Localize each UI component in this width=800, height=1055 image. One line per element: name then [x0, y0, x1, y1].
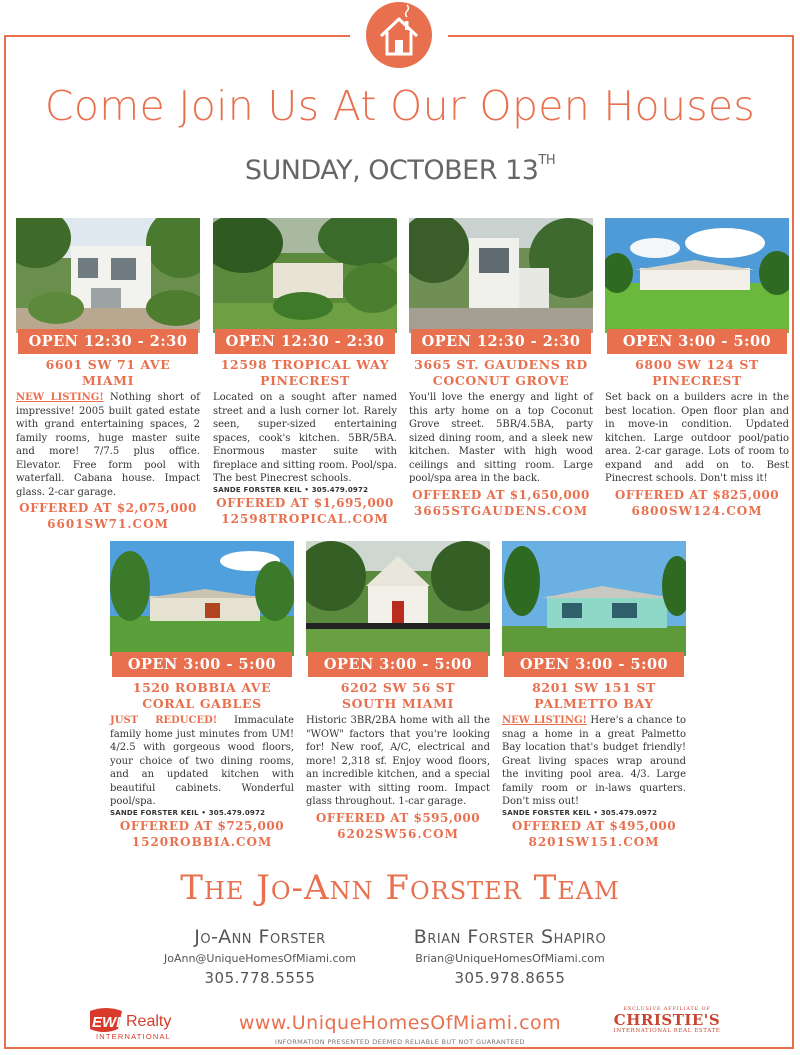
- agent-name: Jo-Ann Forster: [194, 926, 326, 948]
- house-photo: [110, 541, 294, 656]
- house-photo: [605, 218, 789, 333]
- listing-street: 8201 SW 151 ST: [532, 680, 656, 695]
- agent-name: Brian Forster Shapiro: [413, 926, 607, 948]
- agent-contact: SANDE FORSTER KEIL • 305.479.0972: [110, 808, 266, 817]
- listing-street: 6202 SW 56 ST: [340, 680, 456, 695]
- listing-card[interactable]: [605, 218, 789, 520]
- disclaimer: INFORMATION PRESENTED DEEMED RELIABLE BUT NOT GUARANTEED: [275, 1038, 525, 1046]
- listing-website-link[interactable]: 1520ROBBIA.COM: [131, 834, 273, 849]
- listing-price: OFFERED AT $1,695,000: [216, 495, 394, 510]
- open-time-banner: OPEN 3:00 - 5:00: [504, 652, 684, 677]
- listing-description: Located on a sought after named street and a lush corner lot. Rarely seen, super-sized entertaining spaces, cook's kitchen. 5BR/5BA. Enormous master suite with fireplace and sitting room. Pool/spa. The best Pinecrest schools.: [213, 392, 397, 484]
- listing-description: NEW LISTING! Here's a chance to snag a home in a great Palmetto Bay location that's budget friendly! Great living spaces wrap around the inviting pool area. 4/3. Large family room or in-laws quarters. Don't miss out!: [502, 715, 686, 807]
- agent-email-link[interactable]: JoAnn@UniqueHomesOfMiami.com: [163, 952, 357, 965]
- listing-price: OFFERED AT $595,000: [315, 810, 481, 825]
- listing-website-link[interactable]: 6202SW56.COM: [337, 826, 459, 841]
- open-time-banner: OPEN 12:30 - 2:30: [18, 329, 198, 354]
- agent-email-link[interactable]: Brian@UniqueHomesOfMiami.com: [415, 952, 605, 965]
- svg-text:INTERNATIONAL: INTERNATIONAL: [96, 1032, 172, 1041]
- agent-phone: 305.778.5555: [204, 969, 316, 987]
- listing-city: PALMETTO BAY: [534, 696, 654, 711]
- open-time-banner: OPEN 3:00 - 5:00: [112, 652, 292, 677]
- listing-description: Historic 3BR/2BA home with all the "WOW" factors that you're looking for! New roof, A/C, electrical and more! 2,318 sf. Enjoy wood floors, an incredible kitchen, and a special master with sitting room. Impact glass throughout. 1-car garage.: [306, 715, 490, 807]
- house-photo: [502, 541, 686, 656]
- listing-website-link[interactable]: 6800SW124.COM: [631, 503, 763, 518]
- agent-block: [375, 926, 645, 987]
- listing-street: 3665 ST. GAUDENS RD: [414, 357, 588, 372]
- open-time-banner: OPEN 3:00 - 5:00: [308, 652, 488, 677]
- listing-price: OFFERED AT $725,000: [119, 818, 285, 833]
- listing-card[interactable]: [110, 541, 294, 851]
- listing-city: PINECREST: [260, 373, 350, 388]
- listing-street: 6800 SW 124 ST: [635, 357, 759, 372]
- svg-text:EWM: EWM: [92, 1014, 129, 1031]
- listing-city: SOUTH MIAMI: [342, 696, 454, 711]
- agent-contact: SANDE FORSTER KEIL • 305.479.0972: [502, 808, 658, 817]
- listing-description: You'll love the energy and light of this arty home on a top Coconut Grove street. 5BR/4.5BA, party sized dining room, and a sleek new kitchen. Master with high wood ceilings and sitting room. Large pool/spa area in the back.: [409, 392, 593, 484]
- house-photo: [409, 218, 593, 333]
- listing-street: 1520 ROBBIA AVE: [132, 680, 272, 695]
- listing-city: PINECREST: [652, 373, 742, 388]
- listing-card[interactable]: [16, 218, 200, 533]
- headline: Come Join Us At Our Open Houses: [44, 82, 756, 130]
- listing-card[interactable]: [502, 541, 686, 851]
- listing-description: Set back on a builders acre in the best location. Open floor plan and in move-in condition. Updated kitchen. Large outdoor pool/patio area. 2-car garage. Lots of room to expand and add on to. Best Pinecrest schools. Don't miss it!: [605, 392, 789, 484]
- agent-block: [135, 926, 385, 987]
- listing-website-link[interactable]: 12598TROPICAL.COM: [221, 511, 389, 526]
- listing-card[interactable]: [409, 218, 593, 520]
- ewm-logo-text: Realty: [126, 1013, 172, 1030]
- agent-phone: 305.978.8655: [454, 969, 566, 987]
- listing-website-link[interactable]: 6601SW71.COM: [47, 517, 169, 531]
- listing-card[interactable]: [306, 541, 490, 843]
- christies-logo: EXCLUSIVE AFFILIATE OF CHRISTIE'S INTERNATIONAL REAL ESTATE: [613, 1006, 721, 1034]
- listing-price: OFFERED AT $495,000: [511, 818, 677, 833]
- listing-price: OFFERED AT $825,000: [614, 487, 780, 502]
- listing-description: NEW LISTING! Nothing short of impressive! 2005 built gated estate with grand entertaining spaces, 2 family rooms, huge master suite and more! 7/7.5 plus office. Elevator. Free form pool with waterfall. Cabana house. Impact glass. 2-car garage.: [16, 392, 200, 498]
- listing-website-link[interactable]: 8201SW151.COM: [528, 834, 660, 849]
- event-date: SUNDAY, OCTOBER 13TH: [244, 153, 556, 186]
- open-time-banner: OPEN 12:30 - 2:30: [215, 329, 395, 354]
- listing-card[interactable]: [213, 218, 397, 528]
- listing-price: OFFERED AT $1,650,000: [412, 487, 590, 502]
- website-link[interactable]: www.UniqueHomesOfMiami.com: [238, 1012, 562, 1034]
- listing-description: JUST REDUCED! Immaculate family home just minutes from UM! 4/2.5 with gorgeous wood floors, your choice of two dining rooms, and an updated kitchen with beautiful cabinets. Wonderful pool/spa.: [110, 715, 294, 807]
- listing-street: 6601 SW 71 AVE: [45, 357, 171, 372]
- listing-city: MIAMI: [81, 373, 135, 388]
- open-time-banner: OPEN 12:30 - 2:30: [411, 329, 591, 354]
- team-name: The Jo-Ann Forster Team: [180, 868, 620, 908]
- house-photo: [16, 218, 200, 333]
- house-icon: [366, 2, 432, 68]
- listing-city: COCONUT GROVE: [432, 373, 570, 388]
- open-time-banner: OPEN 3:00 - 5:00: [607, 329, 787, 354]
- house-photo: [306, 541, 490, 656]
- agent-contact: SANDE FORSTER KEIL • 305.479.0972: [213, 485, 369, 494]
- listing-city: CORAL GABLES: [142, 696, 262, 711]
- listing-price: OFFERED AT $2,075,000: [19, 501, 197, 515]
- listing-street: 12598 TROPICAL WAY: [220, 357, 390, 372]
- house-photo: [213, 218, 397, 333]
- listing-website-link[interactable]: 3665STGAUDENS.COM: [413, 503, 589, 518]
